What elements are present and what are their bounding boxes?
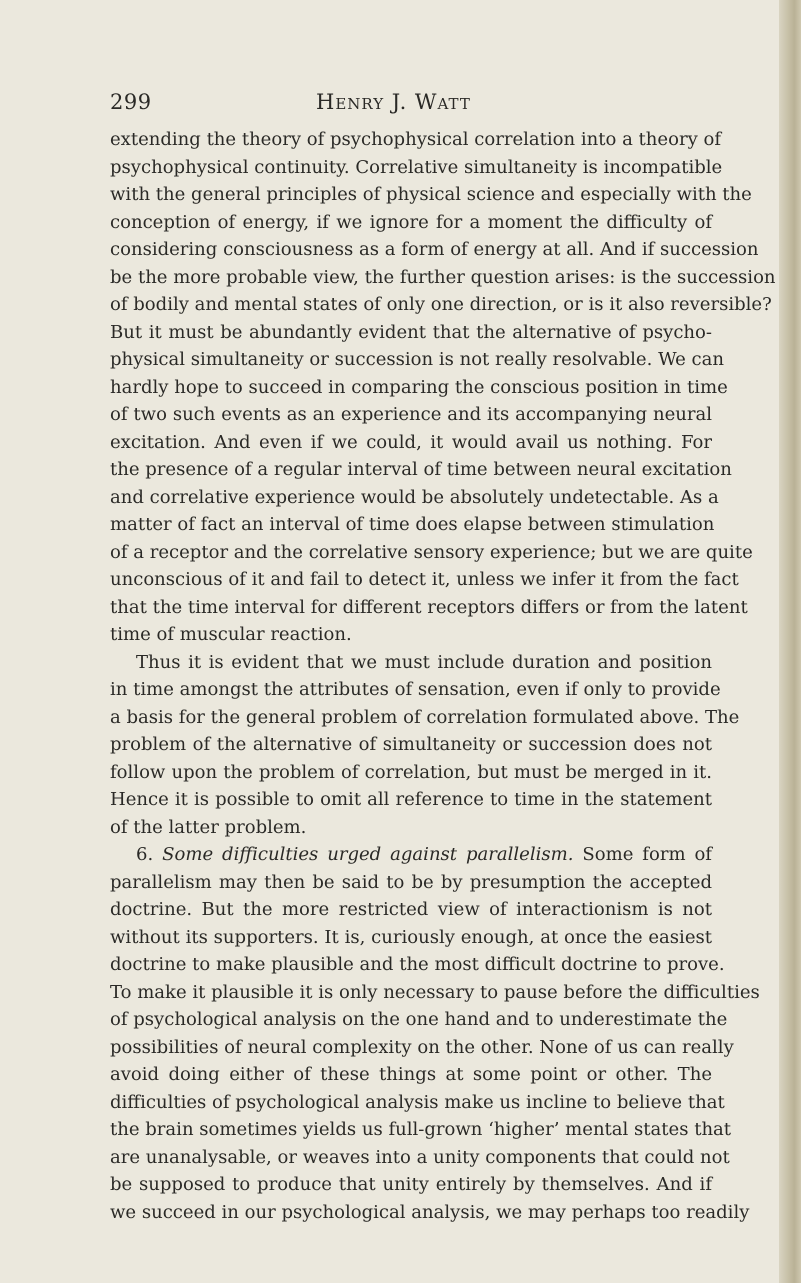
text-line: considering consciousness as a form of energy at all. And if succession: [110, 239, 759, 260]
text-line: psychophysical continuity. Correlative simultaneity is incompatible: [110, 156, 723, 178]
text-line: we succeed in our psychological analysis, we may perhaps too readily: [110, 1201, 750, 1223]
text-line: parallelism may then be said to be by presumption the accepted: [110, 871, 712, 893]
text-line: the brain sometimes yields us full-grown ‘higher’ mental states that: [110, 1119, 732, 1140]
text-line: of two such events as an experience and its accompanying neural: [110, 404, 712, 425]
text-line: of the latter problem.: [110, 816, 307, 838]
text-line: of psychological analysis on the one hand and to underestimate the: [110, 1009, 728, 1030]
text-line: of a receptor and the correlative sensory experience; but we are quite: [110, 541, 753, 563]
text-line: hardly hope to succeed in comparing the conscious position in time: [110, 376, 728, 398]
paragraph: [110, 841, 760, 1226]
text-line: Thus it is evident that we must include duration and position: [136, 651, 712, 673]
text-line: conception of energy, if we ignore for a moment the difficulty of: [110, 211, 712, 233]
text-line: unconscious of it and fail to detect it, unless we infer it from the fact: [110, 569, 739, 590]
section-first-line-text: Some form of: [582, 844, 712, 865]
text-line: Hence it is possible to omit all reference to time in the statement: [110, 789, 712, 810]
text-line: that the time interval for different receptors differs or from the latent: [110, 596, 748, 618]
body-text: [110, 126, 776, 1226]
text-line: problem of the alternative of simultaneity or succession does not: [110, 734, 712, 755]
text-line: be supposed to produce that unity entirely by themselves. And if: [110, 1174, 712, 1195]
text-line: in time amongst the attributes of sensation, even if only to provide: [110, 679, 721, 700]
text-line: doctrine to make plausible and the most difficult doctrine to prove.: [110, 954, 725, 975]
text-line: and correlative experience would be absolutely undetectable. As a: [110, 486, 719, 508]
running-head: Henry J. Watt: [316, 90, 471, 114]
paragraph: [110, 126, 776, 649]
text-line: without its supporters. It is, curiously enough, at once the easiest: [110, 926, 712, 948]
text-line: matter of fact an interval of time does elapse between stimulation: [110, 514, 715, 535]
text-line: are unanalysable, or weaves into a unity components that could not: [110, 1146, 730, 1168]
section-number: 6.: [136, 844, 154, 865]
page-number: 299: [110, 90, 152, 114]
text-line: of bodily and mental states of only one direction, or is it also reversible?: [110, 294, 772, 315]
text-line: avoid doing either of these things at some point or other. The: [110, 1064, 712, 1085]
text-line: extending the theory of psychophysical correlation into a theory of: [110, 129, 722, 150]
text-line: possibilities of neural complexity on the other. None of us can really: [110, 1036, 734, 1058]
paragraph: [110, 649, 740, 842]
text-line: doctrine. But the more restricted view of interactionism is not: [110, 899, 712, 920]
section-title: Some difficulties urged against parallelism.: [162, 844, 574, 865]
text-line: physical simultaneity or succession is not really resolvable. We can: [110, 349, 724, 370]
text-line: But it must be abundantly evident that the alternative of psycho-: [110, 321, 712, 343]
text-line: a basis for the general problem of correlation formulated above. The: [110, 706, 740, 728]
text-line: follow upon the problem of correlation, but must be merged in it.: [110, 761, 712, 783]
text-line: the presence of a regular interval of time between neural excitation: [110, 459, 732, 480]
text-line: time of muscular reaction.: [110, 624, 352, 645]
text-line: difficulties of psychological analysis make us incline to believe that: [110, 1091, 725, 1113]
page-edge-shadow: [779, 0, 801, 1283]
page-header: [110, 86, 710, 126]
section-heading-line: [110, 841, 712, 869]
text-line: with the general principles of physical science and especially with the: [110, 184, 752, 205]
text-line: excitation. And even if we could, it would avail us nothing. For: [110, 431, 712, 453]
text-line: be the more probable view, the further question arises: is the succession: [110, 266, 776, 288]
text-line: To make it plausible it is only necessary to pause before the difficulties: [110, 981, 760, 1003]
